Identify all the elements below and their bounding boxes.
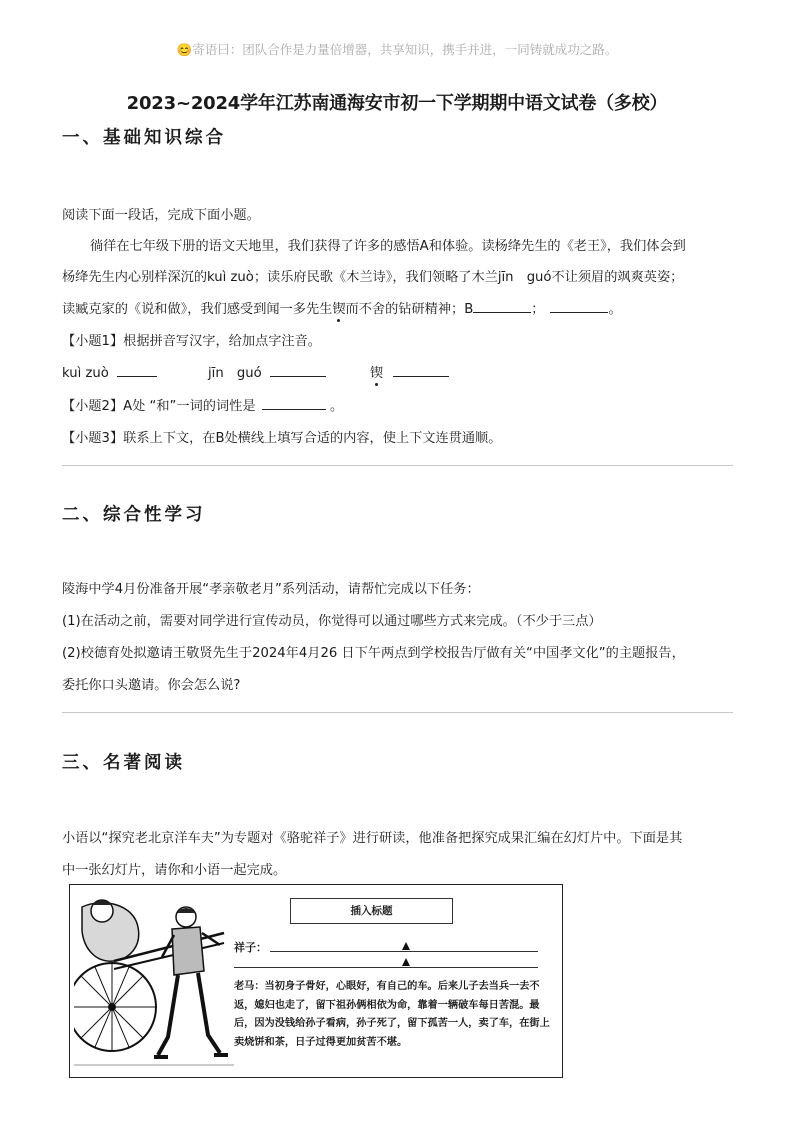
divider-1 [62,465,733,466]
q1-answer-blank-3[interactable] [393,362,449,377]
dotted-char: 锲 [332,298,345,317]
passage-end: 。 [608,302,622,317]
xiangzi-answer-line-1[interactable] [270,951,538,952]
section-1-intro: 阅读下面一段话，完成下面小题。 [62,208,260,223]
triangle-marker-icon [402,942,410,950]
section-3-intro-line-2: 中一张幻灯片，请你和小语一起完成。 [62,863,287,878]
question-2-text: 【小题2】A处 “和”一词的词性是 [62,399,256,414]
passage-separator: ； [531,302,545,317]
question-2 [62,395,343,414]
section-2-heading: 二、综合性学习 [62,505,206,525]
laoma-text: 老马：当初身子骨好，心眼好，有自己的车。后来儿子去当兵一去不返，媳妇也走了，留下祖孙俩相依为命，靠着一辆破车每日苦混。最后，因为没钱给孙子看病，孙子死了，留下孤苦一人，卖了车，在街上卖烧饼和茶，日子过得更加贫苦不堪。 [234,980,550,1048]
section-2-intro: 陵海中学4月份准备开展“孝亲敬老月”系列活动，请帮忙完成以下任务： [62,582,480,597]
rickshaw-illustration [74,887,234,1077]
passage-line-3-start: 读臧克家的《说和做》，我们感受到闻一多先生 [62,302,333,317]
q1-answer-blank-2[interactable] [270,362,326,377]
q1-item-2-pinyin: jīn guó [208,366,262,381]
section-3-heading: 三、名著阅读 [62,753,185,773]
q1-answer-blank-1[interactable] [117,362,157,377]
q1-item-1-pinyin: kuì zuò [62,366,109,381]
task-2-line-1: (2)校德育处拟邀请王敬贤先生于2024年4月26 日下午两点到学校报告厅做有关“中国孝文化”的主题报告， [62,646,685,661]
task-1: (1)在活动之前，需要对同学进行宣传动员，你觉得可以通过哪些方式来完成。（不少于三点） [62,614,602,629]
slide-figure [69,884,563,1078]
passage-line-1: 徜徉在七年级下册的语文天地里，我们获得了许多的感悟A和体验。读杨绛先生的《老王》，我们体会到 [90,239,686,254]
slide-title-placeholder[interactable]: 插入标题 [290,898,453,924]
blank-b1[interactable] [473,298,531,313]
task-2-line-2: 委托你口头邀请。你会怎么说? [62,678,241,693]
header-motto: 😊寄语曰：团队合作是力量倍增器，共享知识，携手并进，一同铸就成功之路。 [176,42,618,57]
divider-2 [62,712,733,713]
question-3: 【小题3】联系上下文，在B处横线上填写合适的内容，使上下文连贯通顺。 [62,431,502,446]
q2-answer-blank[interactable] [262,395,326,410]
passage-line-3-mid: 而不舍的钻研精神；B [345,302,474,317]
question-2-end: 。 [329,399,344,414]
q1-item-2 [208,362,326,381]
passage-line-3 [62,298,622,317]
xiangzi-label: 祥子： [234,941,267,954]
section-3-intro-line-1: 小语以“探究老北京洋车夫”为专题对《骆驼祥子》进行研读，他准备把探究成果汇编在幻灯片中。下面是其 [62,831,683,846]
xiangzi-answer-line-2[interactable] [234,967,538,968]
triangle-marker-icon [402,958,410,966]
q1-item-1 [62,362,157,381]
passage-line-2: 杨绛先生内心别样深沉的kuì zuò；读乐府民歌《木兰诗》，我们领略了木兰jīn guó不让须眉的飒爽英姿； [62,270,684,285]
page-title: 2023~2024学年江苏南通海安市初一下学期期中语文试卷（多校） [126,93,668,114]
q1-item-3-char: 锲 [370,362,383,381]
blank-b2[interactable] [550,298,608,313]
question-1: 【小题1】根据拼音写汉字，给加点字注音。 [62,334,321,349]
q1-item-3 [370,362,449,381]
section-1-heading: 一、基础知识综合 [62,128,226,148]
